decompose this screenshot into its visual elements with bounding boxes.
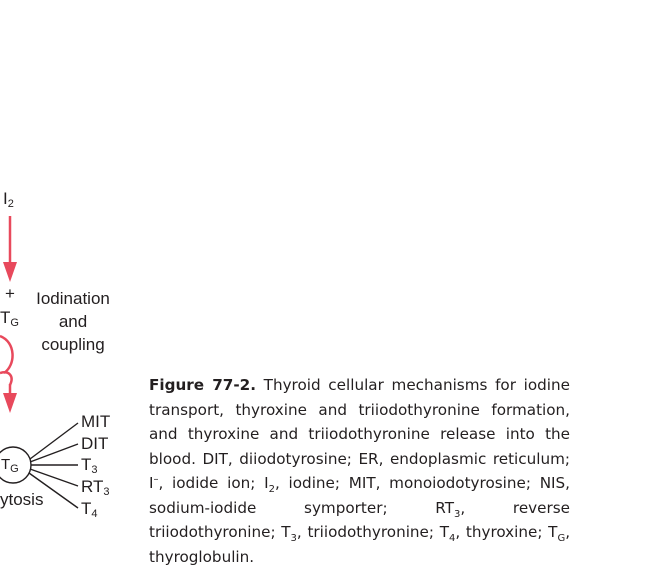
- iodination-line-3: coupling: [41, 335, 105, 354]
- iodine-label: $I_2$: [3, 189, 14, 210]
- thyroglobulin-label: $T_G$: [0, 308, 19, 329]
- figure-label: Figure 77-2.: [149, 376, 256, 394]
- circle-tg-label: $T_G$: [1, 456, 19, 475]
- product-rt3: $RT_3$: [81, 477, 110, 498]
- iodination-line-1: Iodination: [36, 289, 110, 308]
- arrow-iodine-to-iodination: [3, 216, 17, 282]
- plus-sign: +: [5, 284, 15, 303]
- figure-caption: Figure 77-2. Thyroid cellular mechanisms for iodine transport, thyroxine and triiodothyronine formation, and thyroxine and triiodothyronine release into the blood. DIT, diiodotyrosine; ER, endoplasmic reticulum; I–, iodide ion; $I_2$, iodine; MIT, monoiodotyrosine; NIS, sodium-iodide symporter; $RT_3$, reverse triiodothyronine; $T_3$, triiodothyronine; $T_4$, thyroxine; $T_G$, thyroglobulin.: [149, 376, 571, 566]
- arrow-tg-to-circle: [0, 336, 17, 413]
- iodination-line-2: and: [58, 312, 88, 331]
- iodination-label: [25, 287, 121, 356]
- product-t3: $T_3$: [81, 455, 98, 476]
- process-label: ytosis: [0, 490, 44, 509]
- product-mit: MIT: [81, 412, 111, 431]
- product-dit: DIT: [81, 434, 109, 453]
- product-t4: $T_4$: [81, 499, 98, 520]
